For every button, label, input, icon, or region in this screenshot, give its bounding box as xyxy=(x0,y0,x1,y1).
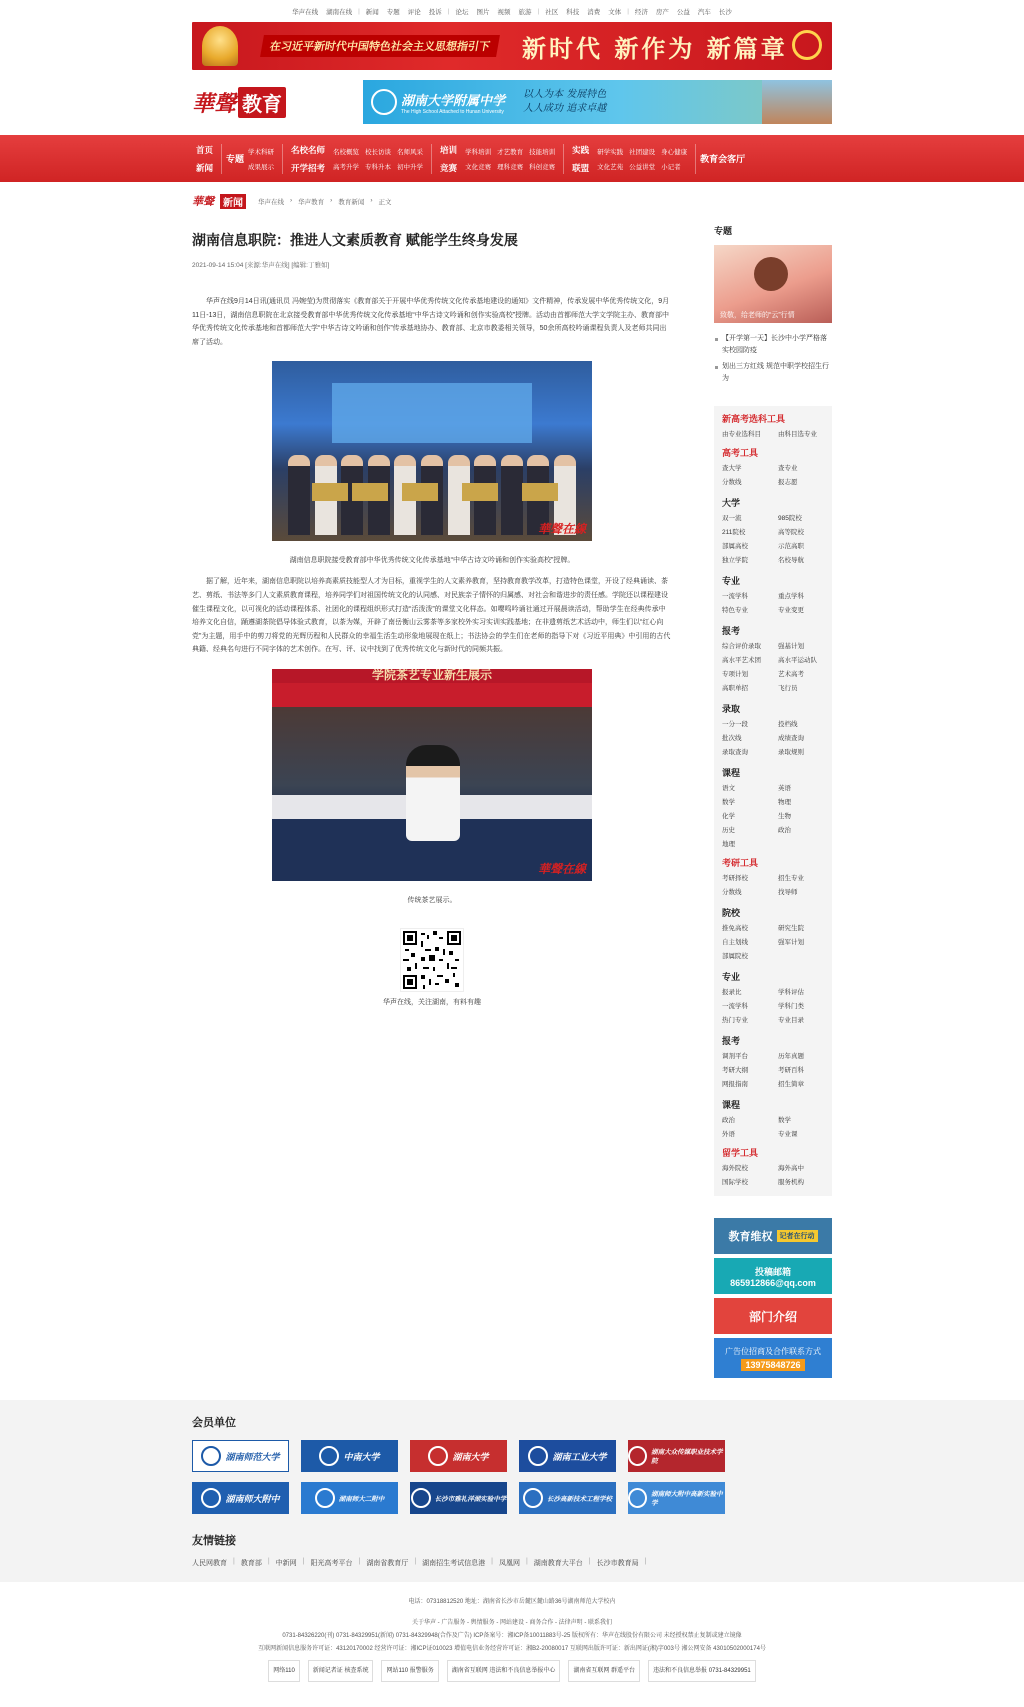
tool-link[interactable]: 英语 xyxy=(778,785,791,792)
tools-panel xyxy=(714,406,832,1196)
nav-sub-link[interactable]: 公益讲堂 xyxy=(629,163,656,171)
member-logo[interactable] xyxy=(301,1482,398,1514)
link-separator: | xyxy=(414,1558,417,1565)
tool-grid xyxy=(722,641,824,692)
tool-link[interactable]: 分数线 xyxy=(722,889,742,896)
tool-link[interactable]: 211院校 xyxy=(722,529,746,536)
top-banner[interactable] xyxy=(192,22,832,70)
nav-sj-row-b xyxy=(597,162,687,171)
link-separator: | xyxy=(267,1558,270,1565)
top-link[interactable]: 房产 xyxy=(655,8,669,16)
friend-link[interactable]: 中新网 xyxy=(275,1560,297,1567)
link-separator: | xyxy=(491,1558,493,1565)
tool-section-title: 院校 xyxy=(722,908,741,918)
article xyxy=(192,220,672,1378)
tool-section-title: 课程 xyxy=(722,1100,741,1110)
tool-section-title: 录取 xyxy=(722,704,741,714)
tool-section-title: 考研工具 xyxy=(722,858,759,868)
friend-link[interactable]: 教育部 xyxy=(240,1560,262,1567)
member-logo[interactable] xyxy=(192,1482,289,1514)
nav-ms-row-a xyxy=(333,147,423,156)
friend-link[interactable]: 长沙市教育局 xyxy=(596,1560,639,1567)
nav-zhuanti[interactable]: 专题 xyxy=(226,154,245,164)
friend-link[interactable]: 阳光高考平台 xyxy=(310,1560,353,1567)
footer-badge[interactable]: 网站110 报警服务 xyxy=(381,1660,438,1682)
top-link[interactable]: 社区 xyxy=(545,8,559,16)
crumb-logo-news: 新闻 xyxy=(220,194,246,209)
sidebar-heading: 专题 xyxy=(714,226,733,236)
site-logo[interactable] xyxy=(192,87,286,118)
nav-sub-link[interactable]: 校长访谈 xyxy=(365,148,392,156)
nav-zt-a[interactable]: 学术科研 xyxy=(248,148,275,156)
tool-link[interactable]: 特色专业 xyxy=(722,607,748,614)
tool-section-title: 课程 xyxy=(722,768,741,778)
tool-link[interactable]: 研究生院 xyxy=(778,925,804,932)
top-link-separator: | xyxy=(447,7,450,15)
rights-tag: 记者在行动 xyxy=(777,1230,818,1242)
banner-left-text: 在习近平新时代中国特色社会主义思想指引下 xyxy=(260,35,500,57)
tool-link[interactable]: 历史 xyxy=(722,827,735,834)
school-emblem-icon xyxy=(528,1446,548,1466)
school-emblem-icon xyxy=(201,1488,221,1508)
footer-license-1: 0731-84326220(刊) 0731-84329951(新闻) 0731-84329948(合作及广告) ICP备案号：湘ICP备10011883号-25 版权所有：华声在线股份有限公司 未经授权禁止复制或建立镜像 xyxy=(282,1633,742,1639)
tool-link[interactable]: 学科门类 xyxy=(778,1003,804,1010)
rights-button[interactable] xyxy=(714,1218,832,1254)
nav-sub-link[interactable]: 初中升学 xyxy=(397,163,424,171)
tool-link[interactable]: 自主划线 xyxy=(722,939,748,946)
footer-tel: 电话：07318812520 地址：湖南省长沙市岳麓区麓山路36号湖南师范大学校内 xyxy=(408,1599,616,1605)
member-logo[interactable] xyxy=(410,1482,507,1514)
top-link[interactable]: 视频 xyxy=(497,8,511,16)
school-emblem-icon xyxy=(628,1488,647,1508)
top-link[interactable]: 湖南在线 xyxy=(326,8,353,16)
nav-sub-link[interactable]: 理科竞赛 xyxy=(497,163,524,171)
member-name: 湖南大学 xyxy=(452,1452,489,1463)
top-link[interactable]: 旅游 xyxy=(518,8,532,16)
tool-link[interactable]: 政治 xyxy=(778,827,791,834)
member-name: 湖南大众传媒职业技术学院 xyxy=(651,1448,723,1465)
nav-sub-link[interactable]: 身心健康 xyxy=(661,148,688,156)
breadcrumb xyxy=(192,182,832,220)
department-intro-button[interactable] xyxy=(714,1298,832,1334)
tool-link[interactable]: 考研百科 xyxy=(778,1067,804,1074)
nav-sub-link[interactable]: 学科培训 xyxy=(465,148,492,156)
tool-link[interactable]: 政治 xyxy=(722,1117,735,1124)
tool-link[interactable]: 一流学科 xyxy=(722,1003,748,1010)
nav-sj-row-a xyxy=(597,147,687,156)
nav-sub-link[interactable]: 名师风采 xyxy=(397,148,424,156)
tool-link[interactable]: 热门专业 xyxy=(722,1017,748,1024)
member-name: 湖南工业大学 xyxy=(552,1452,607,1463)
footer-badge[interactable]: 违法和不良信息举报 0731-84329951 xyxy=(648,1660,756,1682)
tool-link[interactable]: 双一流 xyxy=(722,515,742,522)
tool-grid xyxy=(722,923,824,960)
nav-peixun[interactable]: 培训 xyxy=(440,144,458,155)
qr-code-icon xyxy=(403,931,461,989)
sidebar-news-item[interactable]: 划出三方红线 规范中职学校招生行为 xyxy=(714,361,832,384)
tool-link[interactable]: 服务机构 xyxy=(778,1179,804,1186)
tool-link[interactable]: 化学 xyxy=(722,813,735,820)
friend-link[interactable]: 人民网教育 xyxy=(192,1560,227,1567)
top-links xyxy=(192,0,832,22)
email-address: 865912866@qq.com xyxy=(730,1277,816,1288)
sidebar-news-item[interactable]: 【开学第一天】长沙中小学严格落实校园防疫 xyxy=(714,333,832,356)
tool-link[interactable]: 招生专业 xyxy=(778,875,804,882)
tool-section-title: 高考工具 xyxy=(722,448,759,458)
nav-px-row-b xyxy=(465,162,555,171)
nav-home[interactable]: 首页 xyxy=(196,144,214,155)
tool-link[interactable]: 推免高校 xyxy=(722,925,748,932)
party-emblem-icon xyxy=(792,30,822,60)
tool-grid xyxy=(722,1051,824,1088)
tool-link[interactable]: 部属高校 xyxy=(722,543,748,550)
tool-link[interactable]: 数学 xyxy=(722,799,735,806)
nav-sub-link[interactable]: 小记者 xyxy=(661,163,681,171)
nav-sub-link[interactable]: 社团建设 xyxy=(629,148,656,156)
top-link[interactable]: 华声在线 xyxy=(292,8,319,16)
tool-link[interactable]: 高等院校 xyxy=(778,529,804,536)
logo-huasheng: 華聲 xyxy=(192,91,237,117)
tool-grid xyxy=(722,463,824,486)
tool-grid xyxy=(722,987,824,1024)
tool-link[interactable]: 调剂平台 xyxy=(722,1053,748,1060)
tool-link[interactable]: 数学 xyxy=(778,1117,791,1124)
nav-sub-link[interactable]: 名校概览 xyxy=(333,148,360,156)
nav-sub-link[interactable]: 专科升本 xyxy=(365,163,392,171)
submit-email-button[interactable] xyxy=(714,1258,832,1294)
tool-grid xyxy=(722,1115,824,1138)
nav-lianmeng[interactable]: 联盟 xyxy=(572,162,590,173)
links-title: 友情链接 xyxy=(192,1535,236,1547)
tool-link[interactable]: 地理 xyxy=(722,841,735,848)
tool-link[interactable]: 成绩查询 xyxy=(778,735,804,742)
tool-link[interactable]: 一流学科 xyxy=(722,593,748,600)
department-label: 部门介绍 xyxy=(748,1309,797,1324)
tool-section-title: 专业 xyxy=(722,972,741,982)
tool-section-title: 专业 xyxy=(722,576,741,586)
tool-section-title: 报考 xyxy=(722,1036,741,1046)
member-name: 长沙高新技术工程学校 xyxy=(547,1494,612,1503)
nav-sub-link[interactable]: 科创竞赛 xyxy=(529,163,556,171)
ad-school-name: 湖南大学附属中学 xyxy=(401,93,506,109)
feature-thumbnail[interactable] xyxy=(714,245,832,323)
tool-link[interactable]: 批次线 xyxy=(722,735,742,742)
tool-grid xyxy=(722,591,824,614)
nav-hall[interactable]: 教育会客厅 xyxy=(700,154,746,164)
tool-link[interactable]: 学科评估 xyxy=(778,989,804,996)
crumb-item[interactable]: 教育新闻 xyxy=(338,198,365,206)
friend-link[interactable]: 湖南省教育厅 xyxy=(366,1560,409,1567)
top-link[interactable]: 公益 xyxy=(676,8,690,16)
tool-link[interactable]: 网报指南 xyxy=(722,1081,748,1088)
tool-link[interactable]: 强军计划 xyxy=(778,939,804,946)
top-link-separator: | xyxy=(358,7,360,15)
school-emblem-icon xyxy=(628,1446,647,1466)
tool-link[interactable]: 海外院校 xyxy=(722,1165,748,1172)
tool-link[interactable]: 考研择校 xyxy=(722,875,748,882)
tool-link[interactable]: 海外高中 xyxy=(778,1165,804,1172)
top-link[interactable]: 科技 xyxy=(566,8,580,16)
tool-grid xyxy=(722,783,824,848)
tool-section-title: 大学 xyxy=(722,498,741,508)
school-emblem-icon xyxy=(201,1446,221,1466)
main-nav xyxy=(0,135,1024,182)
tool-link[interactable]: 由专业选科目 xyxy=(722,431,761,438)
article-paragraph-2: 据了解，近年来，湖南信息职院以培养高素质技能型人才为目标，重视学生的人文素养教育，坚持教育教学改革，打造特色课堂，开设了经典诵读、茶艺、剪纸、书法等多门人文素质教育课程，培养同学们对祖国传统文化的认同感、对民族亲子情怀的归属感、对社会和谐进步的责任感。学院还以课程建设催生课程文化，以可视化的活动课程体系、社团化的课程组织形式打造“活泼泼”的课堂文化样态。如嘤鸣吟诵社通过开展晨读活动，帮助学生在经典传承中培养文化自信，踊遵湖茶院倡导体验式教育，以茶为媒，开辟了南岳衡山云雾茶等多家校外实习实训实践基地；在非遗剪纸艺术活动中，师生们以“红心向党”为主题，用手中的剪刀将党的光辉历程和人民群众的幸福生活生动形象地展现在纸上；书法协会的学生们在老师的指导下对《习近平用典》中引用的古代典籍、经典名句进行不同字体的艺术创作。在写、评、议中找到了优秀传统文化与新时代的同频共振。 xyxy=(192,578,671,654)
qr-code xyxy=(401,929,463,991)
tool-link[interactable]: 由科目选专业 xyxy=(778,431,817,438)
friend-link[interactable]: 湖南招生考试信息港 xyxy=(422,1560,486,1567)
footer xyxy=(0,1400,1024,1582)
link-separator: | xyxy=(644,1558,647,1565)
school-seal-icon xyxy=(371,89,397,115)
tool-link[interactable]: 专业课 xyxy=(778,1131,798,1138)
link-separator: | xyxy=(233,1558,235,1565)
tool-link[interactable]: 高水平运动队 xyxy=(778,657,817,664)
top-link[interactable]: 经济 xyxy=(634,8,648,16)
top-link[interactable]: 文体 xyxy=(608,8,622,16)
member-logo[interactable] xyxy=(628,1440,725,1472)
photo-watermark-2: 華聲在線 xyxy=(537,861,586,876)
tool-grid xyxy=(722,719,824,756)
link-separator: | xyxy=(358,1558,361,1565)
tool-link[interactable]: 语文 xyxy=(722,785,735,792)
tool-link[interactable]: 部属院校 xyxy=(722,953,748,960)
photo-banner-text: 学院茶艺专业新生展示 xyxy=(272,669,592,683)
tool-link[interactable]: 考研大纲 xyxy=(722,1067,748,1074)
tool-section-title: 报考 xyxy=(722,626,741,636)
member-name: 中南大学 xyxy=(343,1452,380,1463)
tool-link[interactable]: 查专业 xyxy=(778,465,798,472)
photo-watermark: 華聲在線 xyxy=(537,522,586,537)
member-logo[interactable] xyxy=(192,1440,289,1472)
friend-link[interactable]: 凤凰网 xyxy=(498,1560,520,1567)
top-link[interactable]: 图片 xyxy=(476,8,490,16)
top-link-group xyxy=(635,7,732,16)
tool-link[interactable]: 查大学 xyxy=(722,465,742,472)
tool-link[interactable]: 历年真题 xyxy=(778,1053,804,1060)
tool-link[interactable]: 投档线 xyxy=(778,721,798,728)
nav-news[interactable]: 新闻 xyxy=(196,162,214,173)
nav-shijian[interactable]: 实践 xyxy=(572,144,590,155)
copyright xyxy=(0,1582,1024,1682)
footer-license-2: 互联网新闻信息服务许可证：43120170002 经营许可证：湘ICP证010023 增值电信业务经营许可证：湘B2-20080017 互联网出版许可证：新出网证(湘)字003号 湘公网安备 43010502000174号 xyxy=(258,1646,766,1652)
members-title: 会员单位 xyxy=(192,1417,236,1429)
article-meta: 2021-09-14 15:04 [来源:华声在线] [编辑:丁雅如] xyxy=(192,262,330,269)
friend-links xyxy=(192,1558,832,1568)
member-logo[interactable] xyxy=(410,1440,507,1472)
member-name: 湖南师大二附中 xyxy=(338,1494,385,1503)
tool-link[interactable]: 录取规则 xyxy=(778,749,804,756)
nav-sub-link[interactable]: 高考升学 xyxy=(333,163,360,171)
tool-link[interactable]: 录取查询 xyxy=(722,749,748,756)
tool-link[interactable]: 物理 xyxy=(778,799,791,806)
top-link-separator: | xyxy=(627,7,629,15)
link-separator: | xyxy=(302,1558,305,1565)
footer-badge[interactable]: 湖南省互联网 违法和不良信息举报中心 xyxy=(447,1660,561,1682)
qr-caption: 华声在线，关注湖南，有料有趣 xyxy=(383,998,481,1006)
top-link[interactable]: 评论 xyxy=(407,8,421,16)
top-link-group xyxy=(366,7,442,16)
ad-contact-phone: 13975848726 xyxy=(741,1359,804,1371)
tool-link[interactable]: 报录比 xyxy=(722,989,742,996)
tool-link[interactable]: 985院校 xyxy=(778,515,802,522)
article-paragraph-1: 华声在线9月14日讯(通讯员 冯婉莹)为贯彻落实《教育部关于开展中华优秀传统文化传承基地建设的通知》文件精神，传承发展中华优秀传统文化，9月11日-13日，湖南信息职院在北京接受教育部中华优秀传统文化传承基地“中华古诗文吟诵和创作实验高校”授牌。活动由首都师范大学文学院主办、教育部中华优秀传统文化传承基地和首都师范大学“中华古诗文吟诵和创作”传承基地协办、教育部、北京市教委相关领导，50余所高校吟诵课程负责人及老师共同出席了活动。 xyxy=(192,298,670,346)
banner-right-text: 新时代 新作为 新篇章 xyxy=(522,34,788,63)
link-separator: | xyxy=(588,1558,591,1565)
top-link[interactable]: 长沙 xyxy=(718,8,732,16)
crumb-chevron-icon: › xyxy=(330,196,333,204)
tiananmen-emblem-icon xyxy=(202,26,238,66)
tool-grid xyxy=(722,873,824,896)
ad-contact-label: 广告位招商及合作联系方式 xyxy=(725,1346,821,1356)
nav-zt-b[interactable]: 成果展示 xyxy=(248,163,275,171)
nav-sub-link[interactable]: 文化艺苑 xyxy=(597,163,624,171)
member-name: 湖南师大附中 xyxy=(225,1494,280,1505)
photo-caption-1: 湖南信息职院接受教育部中华优秀传统文化传承基地“中华古诗文吟诵和创作实验高校”授牌。 xyxy=(289,557,575,565)
school-building-image xyxy=(762,80,832,124)
top-link-group xyxy=(456,7,532,16)
school-emblem-icon xyxy=(523,1488,543,1508)
footer-badge[interactable]: 湖南省互联网 群遥平台 xyxy=(568,1660,640,1682)
photo-caption-2: 传统茶艺展示。 xyxy=(407,896,457,904)
email-label: 投稿邮箱 xyxy=(754,1266,791,1277)
member-name: 湖南师大附中高新实验中学 xyxy=(651,1490,723,1507)
logo-edu: 教育 xyxy=(238,87,286,118)
tool-link[interactable]: 高水平艺术团 xyxy=(722,657,761,664)
tool-link[interactable]: 专业变更 xyxy=(778,607,804,614)
footer-badges xyxy=(0,1660,1024,1682)
award-ceremony-photo xyxy=(272,361,592,541)
tool-link[interactable]: 国际学校 xyxy=(722,1179,748,1186)
article-title: 湖南信息职院：推进人文素质教育 赋能学生终身发展 xyxy=(192,232,518,248)
crumb-chevron-icon: › xyxy=(370,196,373,204)
tool-link[interactable]: 专项计划 xyxy=(722,671,748,678)
tool-link[interactable]: 示范高职 xyxy=(778,543,804,550)
thumbnail-caption: 致敬，给老师的“云”行情 xyxy=(720,312,795,319)
nav-sub-link[interactable]: 文化竞赛 xyxy=(465,163,492,171)
rights-label: 教育维权 xyxy=(728,1231,773,1243)
tool-grid xyxy=(722,429,824,438)
tool-link[interactable]: 名校导航 xyxy=(778,557,804,564)
school-emblem-icon xyxy=(411,1488,431,1508)
member-logo[interactable] xyxy=(519,1482,616,1514)
nav-ms-row-b xyxy=(333,162,423,171)
member-logo[interactable] xyxy=(628,1482,725,1514)
footer-about: 关于华声 - 广告服务 - 舆情服务 - 网站建设 - 商务合作 - 法律声明 - 联系我们 xyxy=(412,1620,612,1626)
top-link[interactable]: 论坛 xyxy=(455,8,469,16)
tool-link[interactable]: 综合评价录取 xyxy=(722,643,761,650)
top-link-separator: | xyxy=(537,7,540,15)
member-logos xyxy=(192,1440,832,1514)
tool-grid xyxy=(722,513,824,564)
nav-sub-link[interactable]: 技能培训 xyxy=(529,148,556,156)
footer-badge[interactable]: 新闻记者证 核查系统 xyxy=(308,1660,374,1682)
crumb-logo-hs: 華聲 xyxy=(192,195,214,208)
member-name: 湖南师范大学 xyxy=(225,1452,280,1463)
top-link[interactable]: 投诉 xyxy=(428,8,442,16)
tool-link[interactable]: 飞行员 xyxy=(778,685,798,692)
tea-art-photo xyxy=(272,669,592,881)
friend-link[interactable]: 湖南教育大平台 xyxy=(533,1560,583,1567)
crumb-item[interactable]: 华声在线 xyxy=(258,198,284,206)
tool-link[interactable]: 一分一段 xyxy=(722,721,748,728)
top-link-group xyxy=(292,7,352,16)
tool-link[interactable]: 专业目录 xyxy=(778,1017,804,1024)
tool-link[interactable]: 高职单招 xyxy=(722,685,748,692)
crumb-item: 正文 xyxy=(378,198,392,206)
link-separator: | xyxy=(525,1558,528,1565)
tool-link[interactable]: 招生简章 xyxy=(778,1081,804,1088)
tool-link[interactable]: 独立学院 xyxy=(722,557,748,564)
sidebar-news-list xyxy=(714,333,832,384)
top-link[interactable]: 消费 xyxy=(587,8,601,16)
school-emblem-icon xyxy=(428,1446,448,1466)
tool-link[interactable]: 艺术高考 xyxy=(778,671,804,678)
ad-slogan-2: 人人成功 追求卓越 xyxy=(523,103,607,114)
tool-grid xyxy=(722,1163,824,1186)
crumb-chevron-icon: › xyxy=(290,196,293,204)
ad-contact-button[interactable] xyxy=(714,1338,832,1378)
member-logo[interactable] xyxy=(519,1440,616,1472)
tool-link[interactable]: 报志愿 xyxy=(778,479,798,486)
top-link[interactable]: 汽车 xyxy=(697,8,711,16)
member-name: 长沙市雅礼洋湖实验中学 xyxy=(434,1494,507,1503)
top-link[interactable]: 专题 xyxy=(386,8,400,16)
sidebar xyxy=(714,224,832,1378)
school-emblem-icon xyxy=(319,1446,339,1466)
footer-badge[interactable]: 网络110 xyxy=(268,1660,300,1682)
tool-section-title: 新高考选科工具 xyxy=(722,414,786,424)
nav-mingxiao[interactable]: 名校名师 xyxy=(291,144,326,155)
member-logo[interactable] xyxy=(301,1440,398,1472)
top-link-group xyxy=(545,7,621,16)
ad-school-en: The High School Attached to Hunan University xyxy=(401,108,504,115)
crumb-item[interactable]: 华声教育 xyxy=(298,198,325,206)
nav-sub-link[interactable]: 研学实践 xyxy=(597,148,624,156)
nav-sub-link[interactable]: 才艺教育 xyxy=(497,148,524,156)
nav-px-row-a xyxy=(465,147,555,156)
school-emblem-icon xyxy=(315,1488,335,1508)
tool-link[interactable]: 强基计划 xyxy=(778,643,804,650)
tool-section-title: 留学工具 xyxy=(722,1148,759,1158)
tool-link[interactable]: 找导师 xyxy=(778,889,798,896)
nav-kaixue[interactable]: 开学招考 xyxy=(291,162,326,173)
top-link[interactable]: 新闻 xyxy=(365,8,379,16)
tool-link[interactable]: 外语 xyxy=(722,1131,735,1138)
tool-link[interactable]: 重点学科 xyxy=(778,593,804,600)
ad-slogan-1: 以人为本 发展特色 xyxy=(523,89,607,100)
tool-link[interactable]: 生物 xyxy=(778,813,791,820)
school-ad-banner[interactable] xyxy=(363,80,832,124)
tool-link[interactable]: 分数线 xyxy=(722,479,742,486)
nav-jingsai[interactable]: 竞赛 xyxy=(440,162,458,173)
